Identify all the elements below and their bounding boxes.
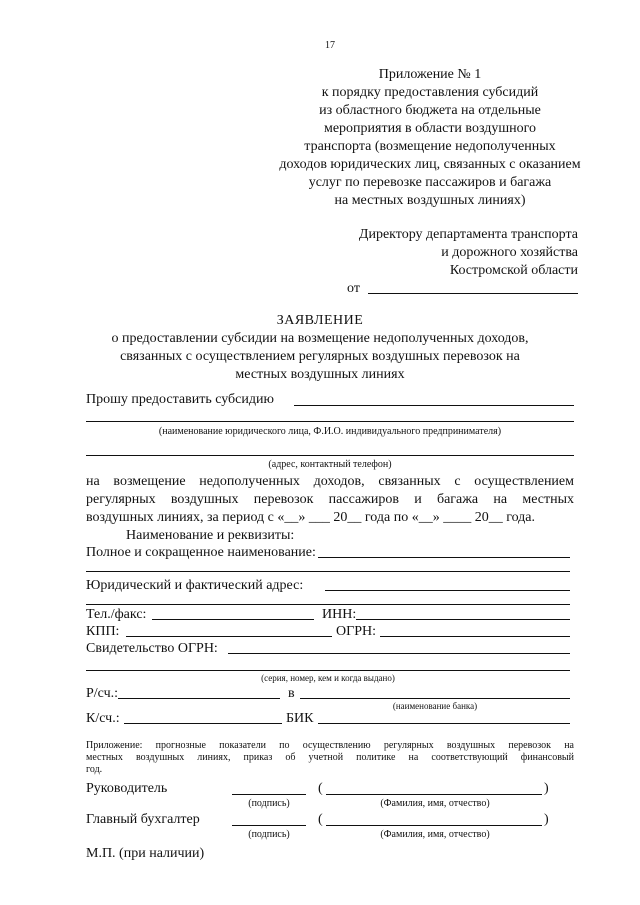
accountant-label: Главный бухгалтер — [86, 812, 200, 827]
accountant-signature-line[interactable] — [232, 825, 306, 826]
attachment-line: местных воздушных линиях, приказ об учетной политике на соответствующий финансовый — [86, 752, 574, 763]
bik-blank-line[interactable] — [318, 723, 570, 724]
ogrn-blank-line[interactable] — [380, 636, 570, 637]
inn-blank-line[interactable] — [356, 619, 570, 620]
addressee-line: Костромской области — [449, 263, 578, 278]
certificate-caption: (серия, номер, кем и когда выдано) — [261, 673, 395, 683]
addressee-line: Директору департамента транспорта — [358, 227, 578, 242]
paren-open: ( — [318, 781, 323, 796]
appendix-line: из областного бюджета на отдельные — [319, 103, 541, 118]
stamp-label: М.П. (при наличии) — [86, 846, 205, 861]
appendix-line: транспорта (возмещение недополученных — [304, 139, 556, 154]
kpp-blank-line[interactable] — [126, 636, 332, 637]
entity-blank-line[interactable] — [86, 421, 574, 422]
in-label: в — [288, 686, 295, 701]
accountant-name-line[interactable] — [326, 825, 542, 826]
paren-close: ) — [544, 781, 549, 796]
paren-open: ( — [318, 812, 323, 827]
full-name-label: Полное и сокращенное наименование: — [86, 545, 316, 560]
accountant-name-caption: (Фамилия, имя, отчество) — [380, 829, 490, 840]
account-blank-line[interactable] — [118, 698, 280, 699]
certificate-label: Свидетельство ОГРН: — [86, 641, 218, 656]
heading-line: местных воздушных линиях — [235, 367, 405, 382]
full-name-blank-line[interactable] — [318, 557, 570, 558]
corr-account-blank-line[interactable] — [124, 723, 282, 724]
appendix-line: мероприятия в области воздушного — [323, 121, 537, 136]
address-blank-line[interactable] — [86, 455, 574, 456]
corr-account-label: К/сч.: — [86, 711, 120, 726]
attachment-line: Приложение: прогнозные показатели по осуществлению регулярных воздушных перевозок на — [86, 740, 574, 751]
bank-blank-line[interactable] — [300, 698, 570, 699]
certificate-blank-line-2[interactable] — [86, 670, 570, 671]
paren-close: ) — [544, 812, 549, 827]
requisites-heading: Наименование и реквизиты: — [126, 528, 295, 543]
head-sign-caption: (подпись) — [248, 798, 290, 809]
addressee-line: и дорожного хозяйства — [441, 245, 578, 260]
from-blank-line[interactable] — [368, 293, 578, 294]
kpp-label: КПП: — [86, 624, 120, 639]
subsidy-blank-line[interactable] — [294, 405, 574, 406]
appendix-line: услуг по перевозке пассажиров и багажа — [308, 175, 552, 190]
head-signature-line[interactable] — [232, 794, 306, 795]
phone-blank-line[interactable] — [152, 619, 314, 620]
request-body-line: регулярных воздушных перевозок пассажиров и багажа на местных — [86, 492, 574, 507]
attachment-line: год. — [86, 764, 103, 775]
document-title: ЗАЯВЛЕНИЕ — [276, 313, 364, 328]
appendix-line: на местных воздушных линиях) — [334, 193, 526, 208]
page-number: 17 — [325, 40, 335, 51]
bik-label: БИК — [286, 711, 314, 726]
address-caption: (адрес, контактный телефон) — [268, 459, 392, 470]
request-body-line: на возмещение недополученных доходов, связанных с осуществлением — [86, 474, 574, 489]
head-name-line[interactable] — [326, 794, 542, 795]
request-label: Прошу предоставить субсидию — [86, 392, 274, 407]
heading-line: связанных с осуществлением регулярных воздушных перевозок на — [120, 349, 520, 364]
legal-address-blank-line[interactable] — [325, 590, 570, 591]
certificate-blank-line[interactable] — [228, 653, 570, 654]
request-body-line: воздушных линиях, за период с «__» ___ 20__ года по «__» ____ 20__ года. — [86, 510, 536, 525]
inn-label: ИНН: — [322, 607, 357, 622]
appendix-title: Приложение № 1 — [378, 67, 482, 82]
accountant-sign-caption: (подпись) — [248, 829, 290, 840]
ogrn-label: ОГРН: — [336, 624, 376, 639]
entity-caption: (наименование юридического лица, Ф.И.О. индивидуального предпринимателя) — [158, 426, 502, 437]
bank-caption: (наименование банка) — [392, 701, 478, 711]
from-label: от — [347, 281, 360, 296]
head-name-caption: (Фамилия, имя, отчество) — [380, 798, 490, 809]
appendix-line: доходов юридических лиц, связанных с оказанием — [279, 157, 581, 172]
phone-label: Тел./факс: — [86, 607, 147, 622]
full-name-blank-line-2[interactable] — [86, 571, 570, 572]
account-label: Р/сч.: — [86, 686, 119, 701]
legal-address-blank-line-2[interactable] — [86, 604, 570, 605]
head-label: Руководитель — [86, 781, 168, 796]
address-label: Юридический и фактический адрес: — [86, 578, 304, 593]
heading-line: о предоставлении субсидии на возмещение недополученных доходов, — [111, 331, 529, 346]
appendix-line: к порядку предоставления субсидий — [321, 85, 539, 100]
